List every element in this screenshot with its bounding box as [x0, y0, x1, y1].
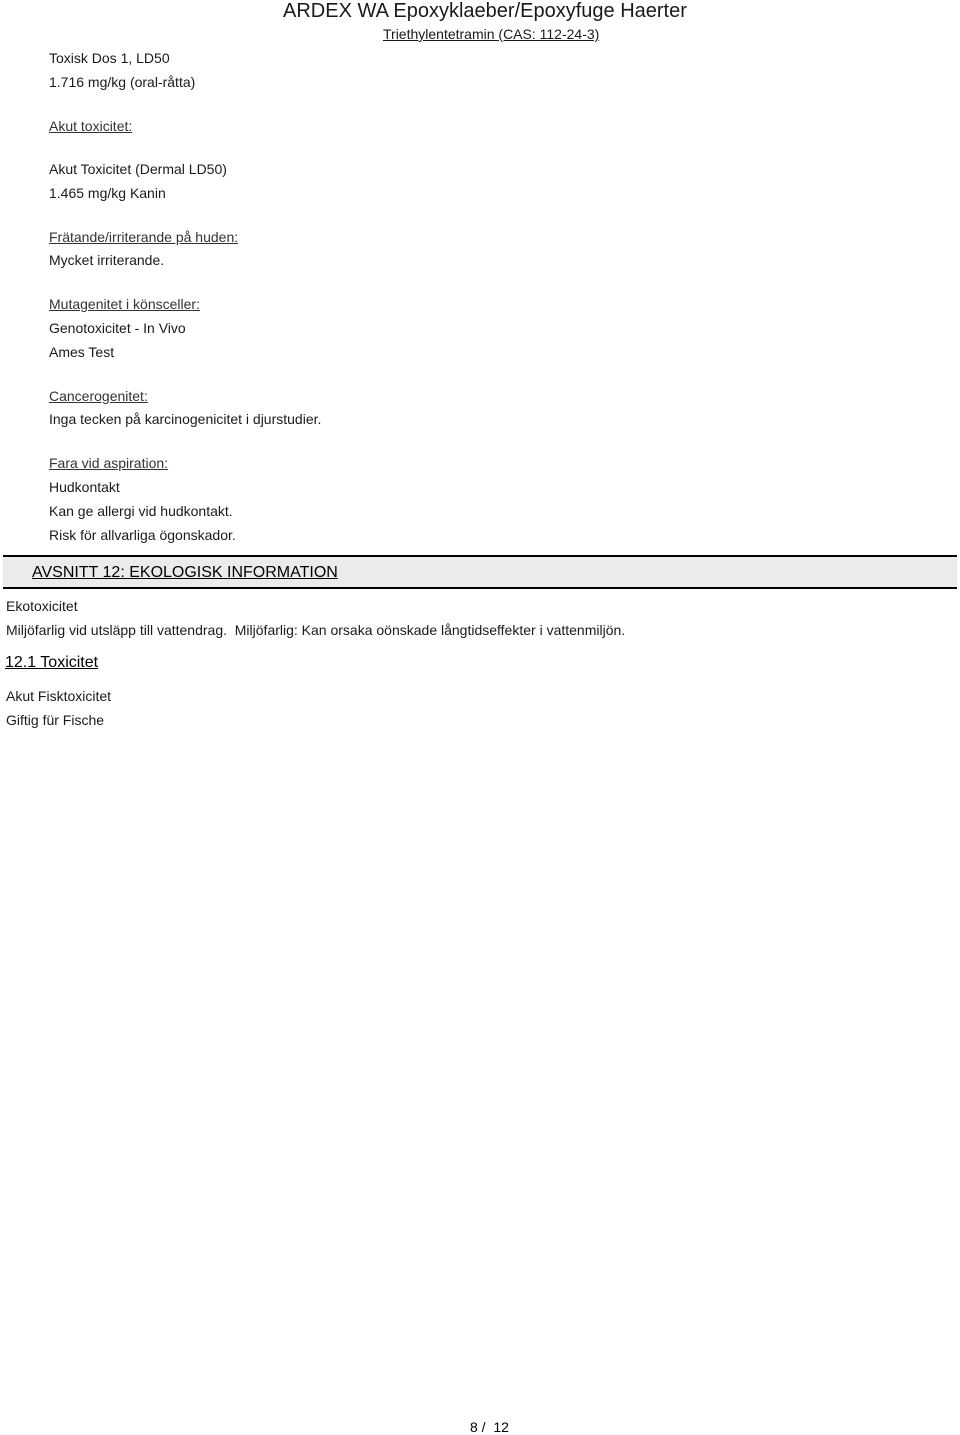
dermal-ld50-value: 1.465 mg/kg Kanin [49, 185, 166, 201]
aspiration-value-skin-contact: Hudkontakt [49, 479, 120, 495]
mutagenicity-value-genotox: Genotoxicitet - In Vivo [49, 320, 186, 336]
section-12-title: AVSNITT 12: EKOLOGISK INFORMATION [32, 564, 338, 581]
skin-corrosion-value: Mycket irriterande. [49, 252, 165, 268]
aspiration-value-eye-damage: Risk för allvarliga ögonskador. [49, 527, 236, 543]
toxic-dose-value: 1.716 mg/kg (oral-råtta) [49, 74, 196, 90]
document-product-title: ARDEX WA Epoxyklaeber/Epoxyfuge Haerter [283, 0, 687, 22]
aspiration-hazard-heading: Fara vid aspiration: [49, 455, 169, 471]
section-12-header-bar [3, 555, 957, 589]
subsection-12-1-heading: 12.1 Toxicitet [5, 654, 99, 671]
fish-toxicity-value: Giftig für Fische [6, 712, 105, 728]
carcinogenicity-heading: Cancerogenitet: [49, 388, 148, 404]
acute-toxicity-heading: Akut toxicitet: [49, 118, 133, 134]
carcinogenicity-value: Inga tecken på karcinogenicitet i djurstudier. [49, 411, 322, 427]
skin-corrosion-heading: Frätande/irriterande på huden: [49, 229, 239, 245]
ecotoxicity-value: Miljöfarlig vid utsläpp till vattendrag. Miljöfarlig: Kan orsaka oönskade långtidseffekter i vattenmiljön. [6, 622, 626, 638]
toxic-dose-label: Toxisk Dos 1, LD50 [49, 50, 170, 66]
document-substance-subtitle: Triethylentetramin (CAS: 112-24-3) [383, 26, 600, 42]
aspiration-value-allergy: Kan ge allergi vid hudkontakt. [49, 503, 233, 519]
mutagenicity-heading: Mutagenitet i könsceller: [49, 296, 200, 312]
mutagenicity-value-ames: Ames Test [49, 344, 115, 360]
ecotoxicity-label: Ekotoxicitet [6, 598, 78, 614]
dermal-ld50-label: Akut Toxicitet (Dermal LD50) [49, 161, 227, 177]
page-number: 8 / 12 [470, 1419, 509, 1435]
fish-toxicity-label: Akut Fisktoxicitet [6, 688, 112, 704]
